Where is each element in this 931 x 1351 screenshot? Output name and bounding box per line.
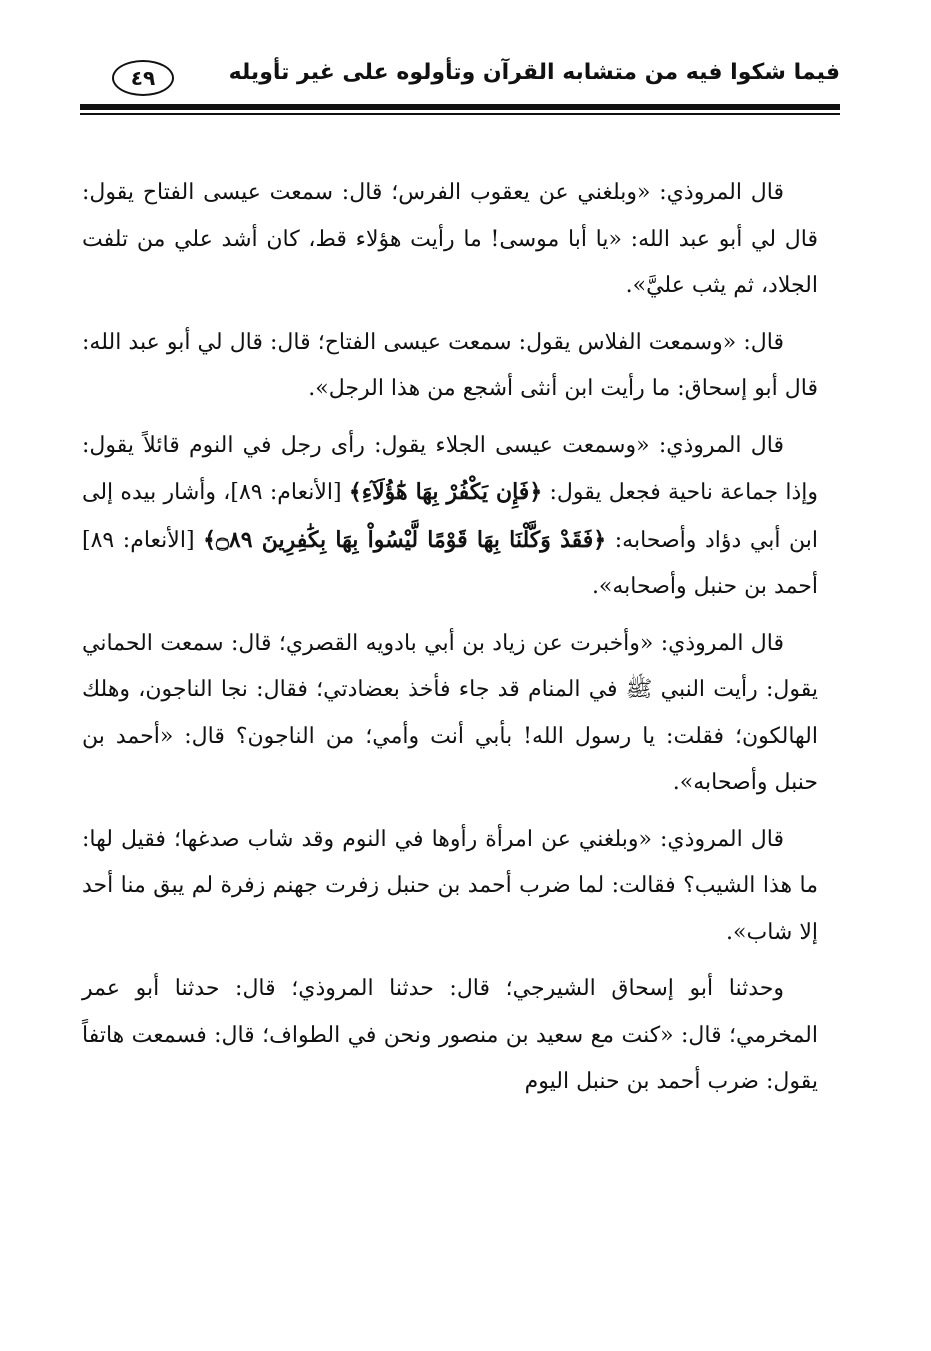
paragraph — [82, 170, 818, 310]
quran-verse: ﴿فَإِن يَكْفُرْ بِهَا هَٰٓؤُلَآءِ﴾ — [348, 479, 543, 505]
text-run: قال: «وسمعت الفلاس يقول: سمعت عيسى الفتاح؛ قال: قال لي أبو عبد الله: قال أبو إسحاق: ما رأيت ابن أنثى أشجع من هذا الرجل». — [82, 329, 818, 401]
text-run: قال المروذي: «وسمعت عيسى الجلاء يقول: رأى رجل في النوم قائلاً يقول: وإذا جماعة ناحية فجعل يقول: — [82, 432, 819, 505]
text-run: قال المروذي: «وبلغني عن يعقوب الفرس؛ قال: سمعت عيسى الفتاح يقول: قال لي أبو عبد الله: «يا أبا موسى! ما رأيت هؤلاء قط، كان أشد علي من تلفت الجلاد، ثم يثب عليَّ». — [82, 180, 818, 298]
text-run: وحدثنا أبو إسحاق الشيرجي؛ قال: حدثنا المروذي؛ قال: حدثنا أبو عمر المخرمي؛ قال: «كنت مع سعيد بن منصور ونحن في الطواف؛ قال: فسمعت هاتفاً يقول: ضرب أحمد بن حنبل اليوم — [82, 976, 818, 1094]
page-header — [80, 58, 840, 102]
running-title: فيما شكوا فيه من متشابه القرآن وتأولوه على غير تأويله — [228, 60, 840, 85]
paragraph — [82, 966, 818, 1106]
header-rule-thick — [80, 104, 840, 110]
paragraph — [82, 320, 818, 413]
paragraph — [82, 817, 818, 957]
header-rule-thin — [80, 113, 840, 115]
body-text — [82, 170, 818, 1106]
quran-verse: ﴿فَقَدْ وَكَّلْنَا بِهَا قَوْمًا لَّيْسُواْ بِهَا بِكَٰفِرِينَ ۝٨٩﴾ — [203, 526, 607, 553]
paragraph — [82, 423, 818, 611]
text-run: قال المروذي: «وأخبرت عن زياد بن أبي بادويه القصري؛ قال: سمعت الحماني يقول: رأيت النبي ﷺ في المنام قد جاء فأخذ بعضادتي؛ فقال: نجا الناجون، وهلك الهالكون؛ فقلت: يا رسول الله! بأبي أنت وأمي؛ من الناجون؟ قال: «أحمد بن حنبل وأصحابه». — [82, 630, 818, 795]
page-number-badge: ٤٩ — [112, 60, 174, 96]
text-run: قال المروذي: «وبلغني عن امرأة رأوها في النوم وقد شاب صدغها؛ فقيل لها: ما هذا الشيب؟ فقالت: لما ضرب أحمد بن حنبل زفرت جهنم زفرة لم يبق منا أحد إلا شاب». — [82, 826, 818, 945]
text-run: [الأنعام: ٨٩] أحمد بن حنبل وأصحابه». — [82, 527, 818, 599]
paragraph — [82, 621, 818, 807]
text-run: [الأنعام: ٨٩]، وأشار بيده إلى ابن أبي دؤاد وأصحابه: — [82, 480, 818, 553]
